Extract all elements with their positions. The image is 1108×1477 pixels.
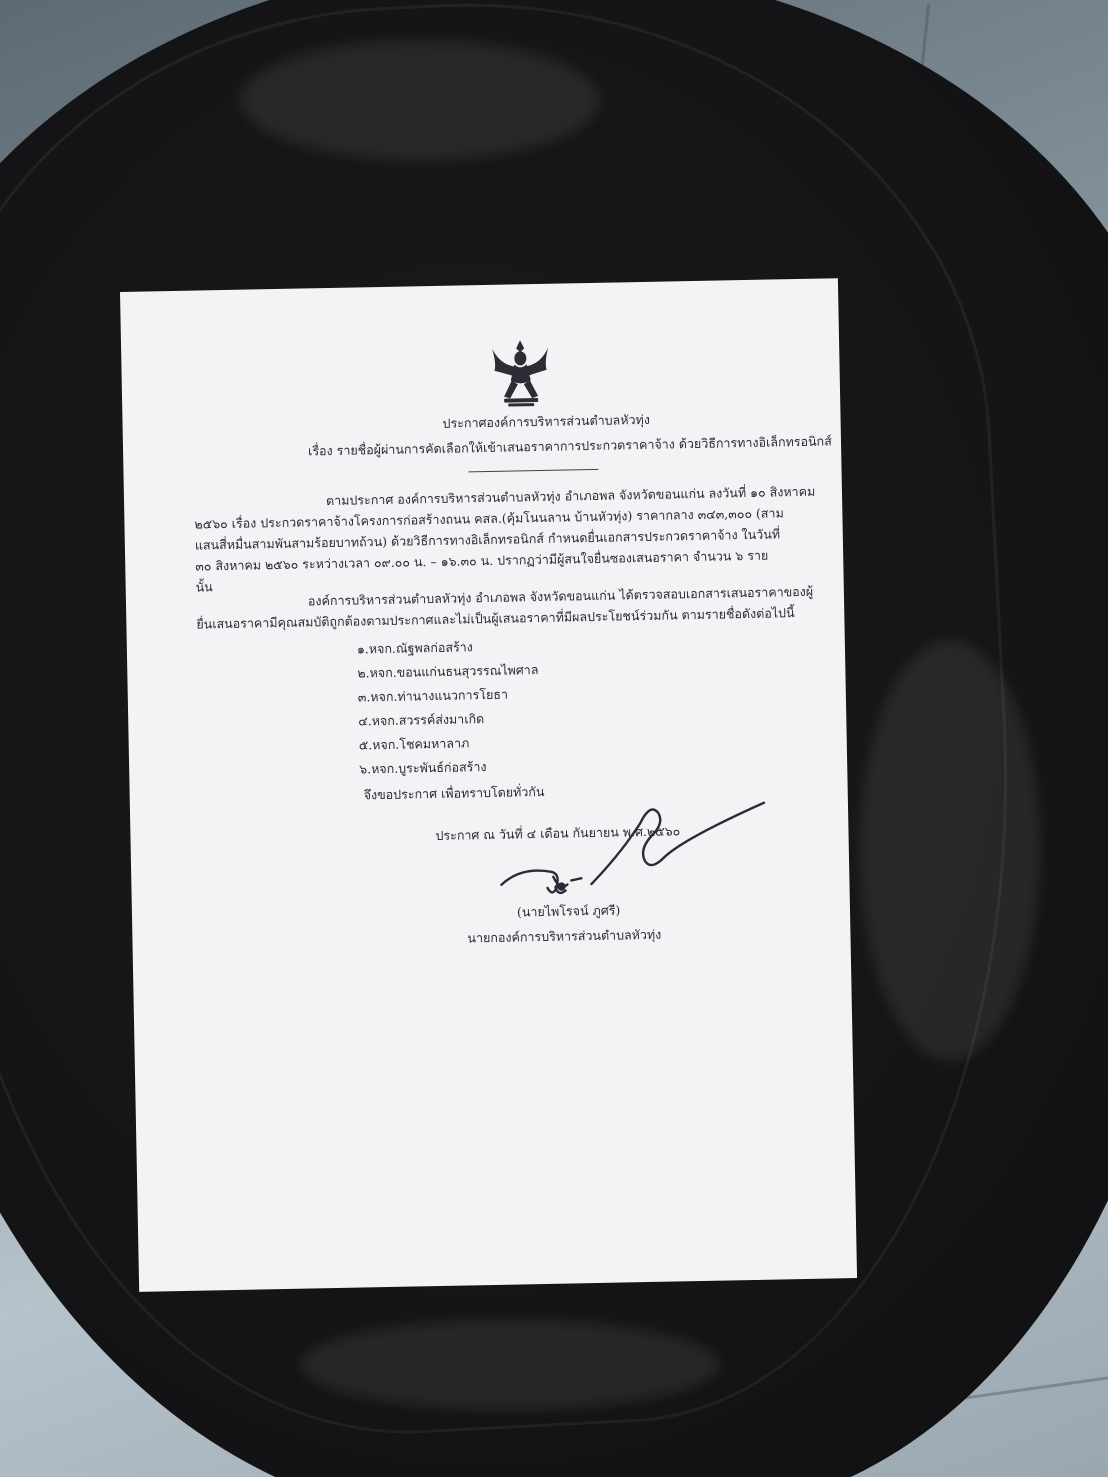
- title-divider: [469, 469, 599, 472]
- announcement-title: ประกาศองค์การบริหารส่วนตำบลหัวทุ่ง: [442, 411, 650, 431]
- paragraph-1-line: ๓๐ สิงหาคม ๒๕๖๐ ระหว่างเวลา ๐๙.๐๐ น. – ๑๖.๓๐ น. ปรากฏว่ามีผู้สนใจยื่นซองเสนอราคา จำนวน ๖ ราย: [195, 547, 769, 574]
- closing-line: จึงขอประกาศ เพื่อทราบโดยทั่วกัน: [363, 783, 545, 803]
- chair-glare: [860, 640, 1040, 1060]
- paragraph-1-line: ตามประกาศ องค์การบริหารส่วนตำบลหัวทุ่ง อำเภอพล จังหวัดขอนแก่น ลงวันที่ ๑๐ สิงหาคม: [325, 483, 816, 509]
- signature-image: [490, 784, 792, 900]
- garuda-emblem-icon: [489, 336, 552, 409]
- date-line: ประกาศ ณ วันที่ ๔ เดือน กันยายน พ.ศ.๒๕๖๐: [435, 823, 681, 844]
- announcement-subject: เรื่อง รายชื่อผู้ผ่านการคัดเลือกให้เข้าเสนอราคาการประกวดราคาจ้าง ด้วยวิธีการทางอิเล็กทรอนิกส์: [307, 433, 832, 459]
- bidder-item: ๕.หจก.โชคมหาลาภ: [358, 735, 470, 753]
- announcement-paper: [120, 278, 857, 1292]
- bidder-item: ๖.หจก.บูระพันธ์ก่อสร้าง: [359, 759, 487, 777]
- signatory-name: (นายไพโรจน์ ภูศรี): [516, 902, 621, 920]
- bidder-item: ๒.หจก.ขอนแก่นธนสุวรรณไพศาล: [357, 662, 539, 681]
- paragraph-2-line: องค์การบริหารส่วนตำบลหัวทุ่ง อำเภอพล จังหวัดขอนแก่น ได้ตรวจสอบเอกสารเสนอราคาของผู้: [307, 583, 814, 609]
- paragraph-2-line: ยื่นเสนอราคามีคุณสมบัติถูกต้องตามประกาศและไม่เป็นผู้เสนอราคาที่มีผลประโยชน์ร่วมกัน ตามรายชื่อดังต่อไปนี้: [196, 605, 795, 632]
- bidder-list: [357, 636, 541, 783]
- paragraph-1: [194, 484, 817, 601]
- bidder-item: ๓.หจก.ท่านางแนวการโยธา: [357, 686, 509, 705]
- paragraph-1-line: นั้น: [195, 579, 213, 595]
- bidder-item: ๔.หจก.สวรรค์ส่งมาเกิด: [358, 711, 485, 729]
- chair-glare: [300, 1320, 720, 1410]
- paragraph-1-line: ๒๕๖๐ เรื่อง ประกวดราคาจ้างโครงการก่อสร้างถนน คสล.(คุ้มโนนลาน บ้านหัวทุ่ง) ราคากลาง ๓๔๓,๓๐๐ (สาม: [194, 505, 784, 532]
- paragraph-1-line: แสนสี่หมื่นสามพันสามร้อยบาทถ้วน) ด้วยวิธีการทางอิเล็กทรอนิกส์ กำหนดยื่นเอกสารประกวดราคาจ้าง ในวันที่: [194, 526, 781, 553]
- chair-glare: [240, 40, 600, 160]
- bidder-item: ๑.หจก.ณัฐพลก่อสร้าง: [356, 639, 473, 657]
- signatory-position: นายกองค์การบริหารส่วนตำบลหัวทุ่ง: [467, 926, 662, 946]
